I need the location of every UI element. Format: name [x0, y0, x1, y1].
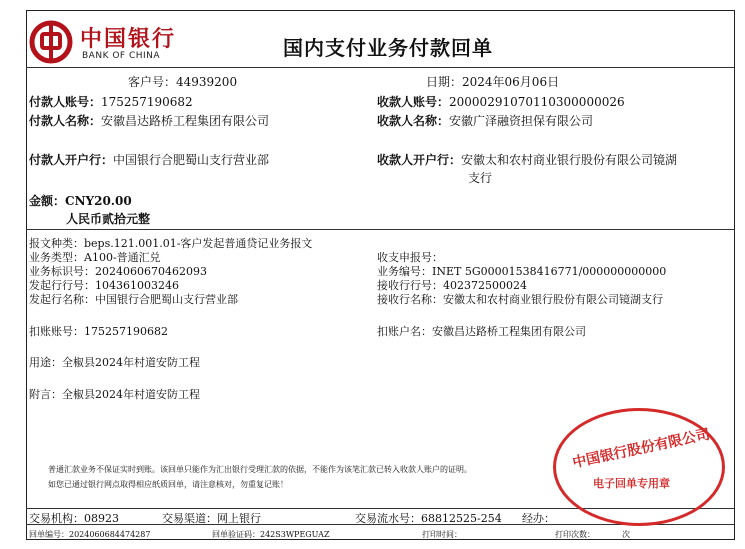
payer-bank-label: 付款人开户行：: [29, 153, 114, 167]
document-title: 国内支付业务付款回单: [283, 36, 493, 60]
notice-line-2: 如您已通过银行网点取得相应纸质回单，请注意核对，勿重复记账！: [48, 480, 288, 489]
divider: [26, 67, 735, 68]
payee-account-label: 收款人账号：: [377, 95, 450, 109]
print-time: 打印时间：: [422, 530, 462, 539]
amount-label: 金额：: [29, 194, 66, 208]
payee-name-label: 收款人名称：: [377, 114, 450, 128]
purpose: 用途：全椒县2024年村道安防工程: [29, 356, 200, 369]
stamp-top-text: 中国银行股份有限公司: [571, 426, 712, 472]
receiving-bank-code: 接收行行号：402372500024: [377, 279, 527, 292]
amount-in-words: 人民币贰拾元整: [66, 212, 151, 226]
debit-account: 扣账账号：175257190682: [29, 325, 168, 338]
payer-name-label: 付款人名称：: [29, 114, 102, 128]
originating-bank-name: 发起行名称：中国银行合肥蜀山支行营业部: [29, 293, 238, 306]
payer-account: 175257190682: [101, 95, 193, 109]
amount-value: CNY20.00: [65, 194, 132, 208]
originating-bank-code: 发起行行号：104361003246: [29, 279, 179, 292]
customer-number: 客户号：44939200: [128, 75, 238, 89]
business-number: 业务编号：INET 5G00001538416771/000000000000: [377, 265, 667, 278]
remark: 附言：全椒县2024年村道安防工程: [29, 388, 200, 401]
payee-name: 安徽广泽融资担保有限公司: [449, 114, 594, 128]
logo-english-text: BANK OF CHINA: [82, 51, 161, 61]
declaration-number: 收支申报号：: [377, 251, 443, 264]
business-type: 业务类型：A100-普通汇兑: [29, 251, 161, 264]
payee-bank-row: [377, 151, 677, 168]
payee-name-row: [377, 112, 593, 129]
payee-bank: 安徽太和农村商业银行股份有限公司镜湖: [461, 153, 678, 167]
logo-chinese-text: 中国银行: [80, 26, 177, 52]
receipt-date: 日期：2024年06月06日: [426, 75, 560, 89]
message-type: 报文种类：beps.121.001.01-客户发起普通贷记业务报文: [29, 237, 313, 250]
payer-bank-row: [29, 151, 269, 168]
payer-account-label: 付款人账号：: [29, 95, 102, 109]
stamp-bottom-text: 电子回单专用章: [593, 477, 670, 490]
divider: [26, 229, 735, 230]
receiving-bank-name: 接收行名称：安徽太和农村商业银行股份有限公司镜湖支行: [377, 293, 663, 306]
business-id: 业务标识号：2024060670462093: [29, 265, 207, 278]
receipt-number: 回单编号：2024060684474287: [29, 530, 151, 539]
notice-line-1: 普通汇款业务不保证实时到账。该回单只能作为汇出银行受理汇款的依据，不能作为该笔汇款已转入收款人账户的证明。: [48, 465, 472, 474]
transaction-serial: 交易流水号：68812525-254: [355, 512, 502, 525]
debit-holder: 扣账户名：安徽昌达路桥工程集团有限公司: [377, 325, 586, 338]
payer-name-row: [29, 112, 269, 129]
transaction-channel: 交易渠道：网上银行: [162, 512, 261, 525]
amount-row: [29, 192, 132, 209]
payee-account-row: [377, 93, 625, 110]
transaction-org: 交易机构：08923: [29, 512, 119, 525]
payee-bank-continued: 支行: [468, 171, 493, 185]
payer-bank: 中国银行合肥蜀山支行营业部: [113, 153, 270, 167]
print-count-unit: 次: [622, 530, 630, 539]
operator: 经办：: [522, 512, 555, 525]
payee-bank-label: 收款人开户行：: [377, 153, 462, 167]
print-count: 打印次数：: [555, 530, 595, 539]
payee-account: 20000291070110300000026: [449, 95, 625, 109]
payer-name: 安徽昌达路桥工程集团有限公司: [101, 114, 270, 128]
payer-account-row: [29, 93, 193, 110]
verification-code: 回单验证码：242S3WPEGUAZ: [212, 530, 330, 539]
